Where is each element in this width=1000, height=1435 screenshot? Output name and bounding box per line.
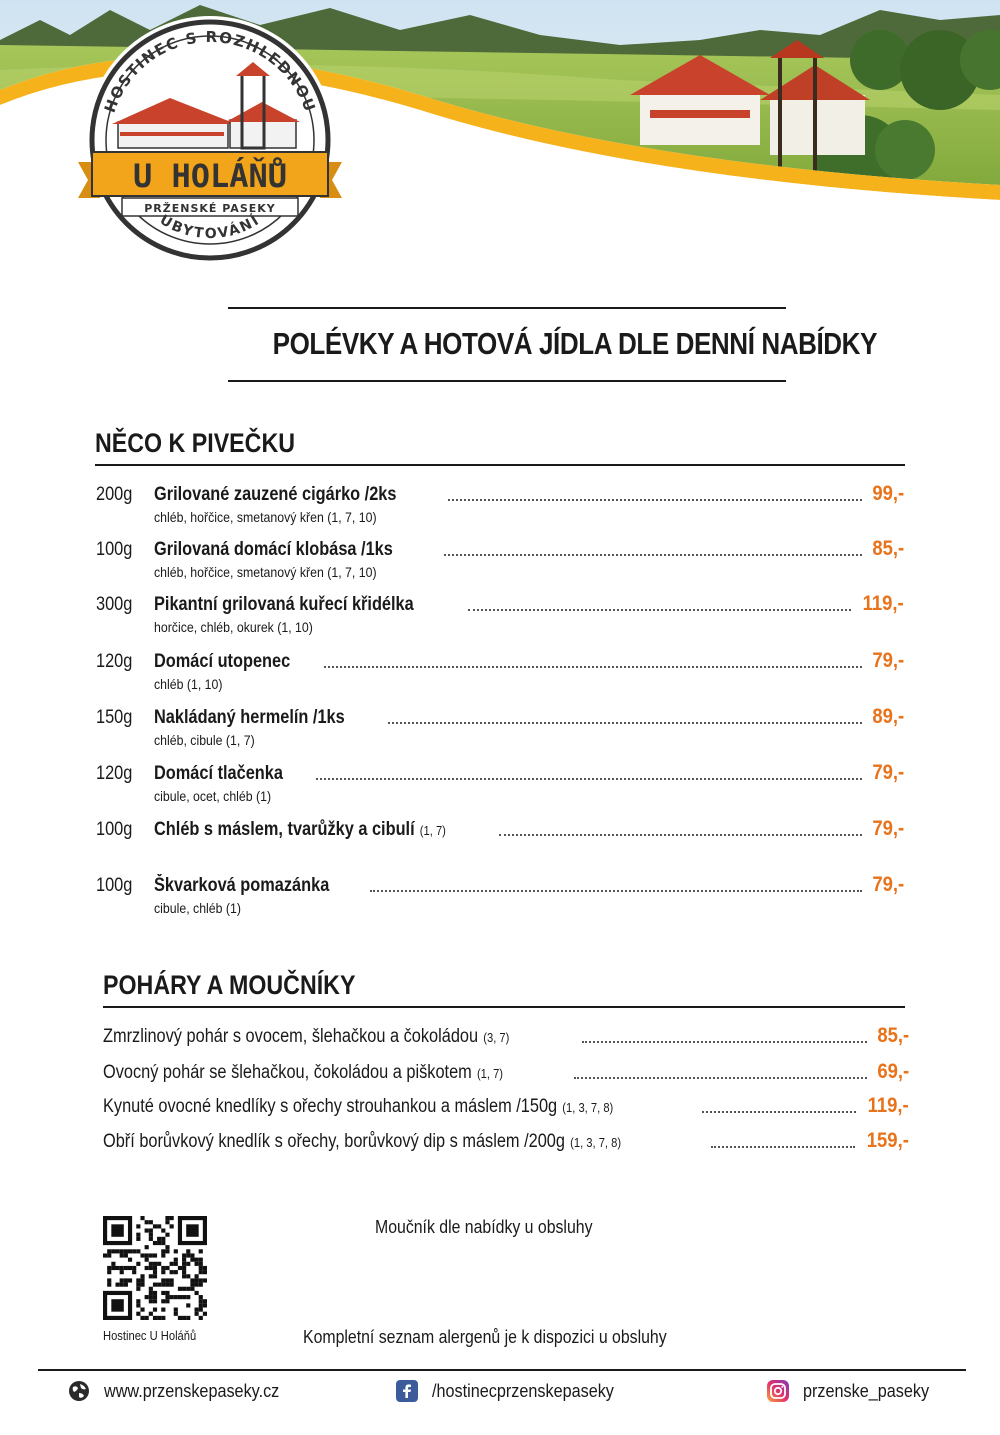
qr-code[interactable] <box>103 1216 207 1320</box>
menu-item <box>96 592 904 635</box>
facebook-link[interactable]: /hostinecprzenskepaseky <box>432 1380 614 1401</box>
logo-subtitle: PRŽENSKÉ PASEKY <box>144 202 276 215</box>
dessert-allergens: (1, 3, 7, 8) <box>562 1100 614 1115</box>
leader-dots <box>388 721 862 724</box>
menu-item <box>96 482 904 525</box>
menu-item <box>96 537 904 580</box>
website-contact[interactable] <box>68 1380 299 1402</box>
item-name: Nakládaný hermelín /1ks <box>154 707 345 728</box>
website-link[interactable]: www.przenskepaseky.cz <box>104 1380 280 1401</box>
item-weight: 100g <box>96 539 133 560</box>
dessert-price: 69,- <box>877 1060 909 1083</box>
leader-dots <box>582 1040 867 1043</box>
item-description: chléb, hořčice, smetanový křen (1, 7, 10) <box>154 509 377 525</box>
section-heading-desserts: POHÁRY A MOUČNÍKY <box>103 970 356 1000</box>
item-description: chléb, cibule (1, 7) <box>154 732 255 748</box>
section-rule <box>103 1006 905 1008</box>
dessert-item <box>103 1129 909 1155</box>
logo-top-text: HOSTINEC S ROZHLEDNOU <box>100 27 320 115</box>
item-weight: 200g <box>96 484 133 505</box>
menu-item <box>96 873 904 916</box>
dessert-allergens: (1, 7) <box>476 1066 504 1081</box>
item-price: 79,- <box>872 761 904 784</box>
logo-bottom-text: UBYTOVÁNÍ <box>156 211 264 243</box>
item-weight: 120g <box>96 651 133 672</box>
item-name: Grilovaná domácí klobása /1ks <box>154 539 393 560</box>
dessert-note: Moučník dle nabídky u obsluhy <box>375 1217 593 1237</box>
dessert-name: Obří borůvkový knedlík s ořechy, borůvkový dip s máslem /200g (1, 3, 7, 8) <box>103 1131 622 1152</box>
item-price: 79,- <box>872 873 904 896</box>
globe-icon <box>68 1380 90 1402</box>
item-name: Škvarková pomazánka <box>154 875 330 896</box>
title-rule-top <box>228 307 786 309</box>
dessert-name: Ovocný pohár se šlehačkou, čokoládou a piškotem (1, 7) <box>103 1062 504 1083</box>
footer-rule <box>38 1369 966 1371</box>
item-name: Grilované zauzené cigárko /2ks <box>154 484 397 505</box>
item-price: 79,- <box>872 817 904 840</box>
item-weight: 120g <box>96 763 133 784</box>
leader-dots <box>499 833 861 836</box>
leader-dots <box>370 889 862 892</box>
leader-dots <box>468 608 851 611</box>
logo-text-layer <box>70 12 350 272</box>
item-price: 79,- <box>872 649 904 672</box>
qr-caption: Hostinec U Holáňů <box>103 1328 197 1343</box>
section-rule <box>95 464 905 466</box>
dessert-price: 119,- <box>867 1094 909 1117</box>
leader-dots <box>702 1110 856 1113</box>
instagram-contact[interactable] <box>767 1380 943 1402</box>
leader-dots <box>711 1145 855 1148</box>
dessert-name: Zmrzlinový pohár s ovocem, šlehačkou a čokoládou (3, 7) <box>103 1026 510 1047</box>
item-name: Pikantní grilovaná kuřecí křidélka <box>154 594 414 615</box>
instagram-icon <box>767 1380 789 1402</box>
leader-dots <box>324 665 861 668</box>
menu-item <box>96 705 904 748</box>
leader-dots <box>444 553 862 556</box>
item-description: cibule, ocet, chléb (1) <box>154 788 272 804</box>
leader-dots <box>574 1076 867 1079</box>
item-price: 99,- <box>872 482 904 505</box>
logo-name: U HOLÁŇŮ <box>132 157 288 195</box>
item-price: 119,- <box>862 592 904 615</box>
item-description: chléb (1, 10) <box>154 676 223 692</box>
item-price: 85,- <box>872 537 904 560</box>
page-title: POLÉVKY A HOTOVÁ JÍDLA DLE DENNÍ NABÍDKY <box>272 326 878 361</box>
dessert-name: Kynuté ovocné knedlíky s ořechy strouhankou a máslem /150g (1, 3, 7, 8) <box>103 1096 614 1117</box>
facebook-contact[interactable] <box>396 1380 634 1402</box>
item-name: Domácí tlačenka <box>154 763 283 784</box>
title-rule-bottom <box>228 380 786 382</box>
item-name: Chléb s máslem, tvarůžky a cibulí (1, 7) <box>154 819 446 840</box>
item-description: chléb, hořčice, smetanový křen (1, 7, 10) <box>154 564 377 580</box>
leader-dots <box>316 777 862 780</box>
dessert-item <box>103 1024 909 1050</box>
item-name: Domácí utopenec <box>154 651 291 672</box>
item-description: horčice, chléb, okurek (1, 10) <box>154 619 313 635</box>
dessert-price: 159,- <box>866 1129 909 1152</box>
leader-dots <box>448 498 862 501</box>
item-price: 89,- <box>872 705 904 728</box>
instagram-link[interactable]: przenske_paseky <box>803 1380 930 1401</box>
dessert-price: 85,- <box>877 1024 909 1047</box>
section-heading-beer-snacks: NĚCO K PIVEČKU <box>95 428 295 458</box>
allergen-note: Kompletní seznam alergenů je k dispozici u obsluhy <box>303 1327 667 1347</box>
item-weight: 300g <box>96 594 133 615</box>
dessert-allergens: (3, 7) <box>483 1030 510 1045</box>
item-weight: 150g <box>96 707 133 728</box>
menu-item <box>96 761 904 804</box>
item-weight: 100g <box>96 875 133 896</box>
item-allergens: (1, 7) <box>419 823 446 838</box>
dessert-item <box>103 1060 909 1086</box>
menu-item <box>96 649 904 692</box>
item-weight: 100g <box>96 819 133 840</box>
facebook-icon <box>396 1380 418 1402</box>
item-description: cibule, chléb (1) <box>154 900 241 916</box>
menu-item <box>96 817 904 843</box>
restaurant-logo <box>70 12 350 272</box>
dessert-item <box>103 1094 909 1120</box>
dessert-allergens: (1, 3, 7, 8) <box>570 1135 622 1150</box>
